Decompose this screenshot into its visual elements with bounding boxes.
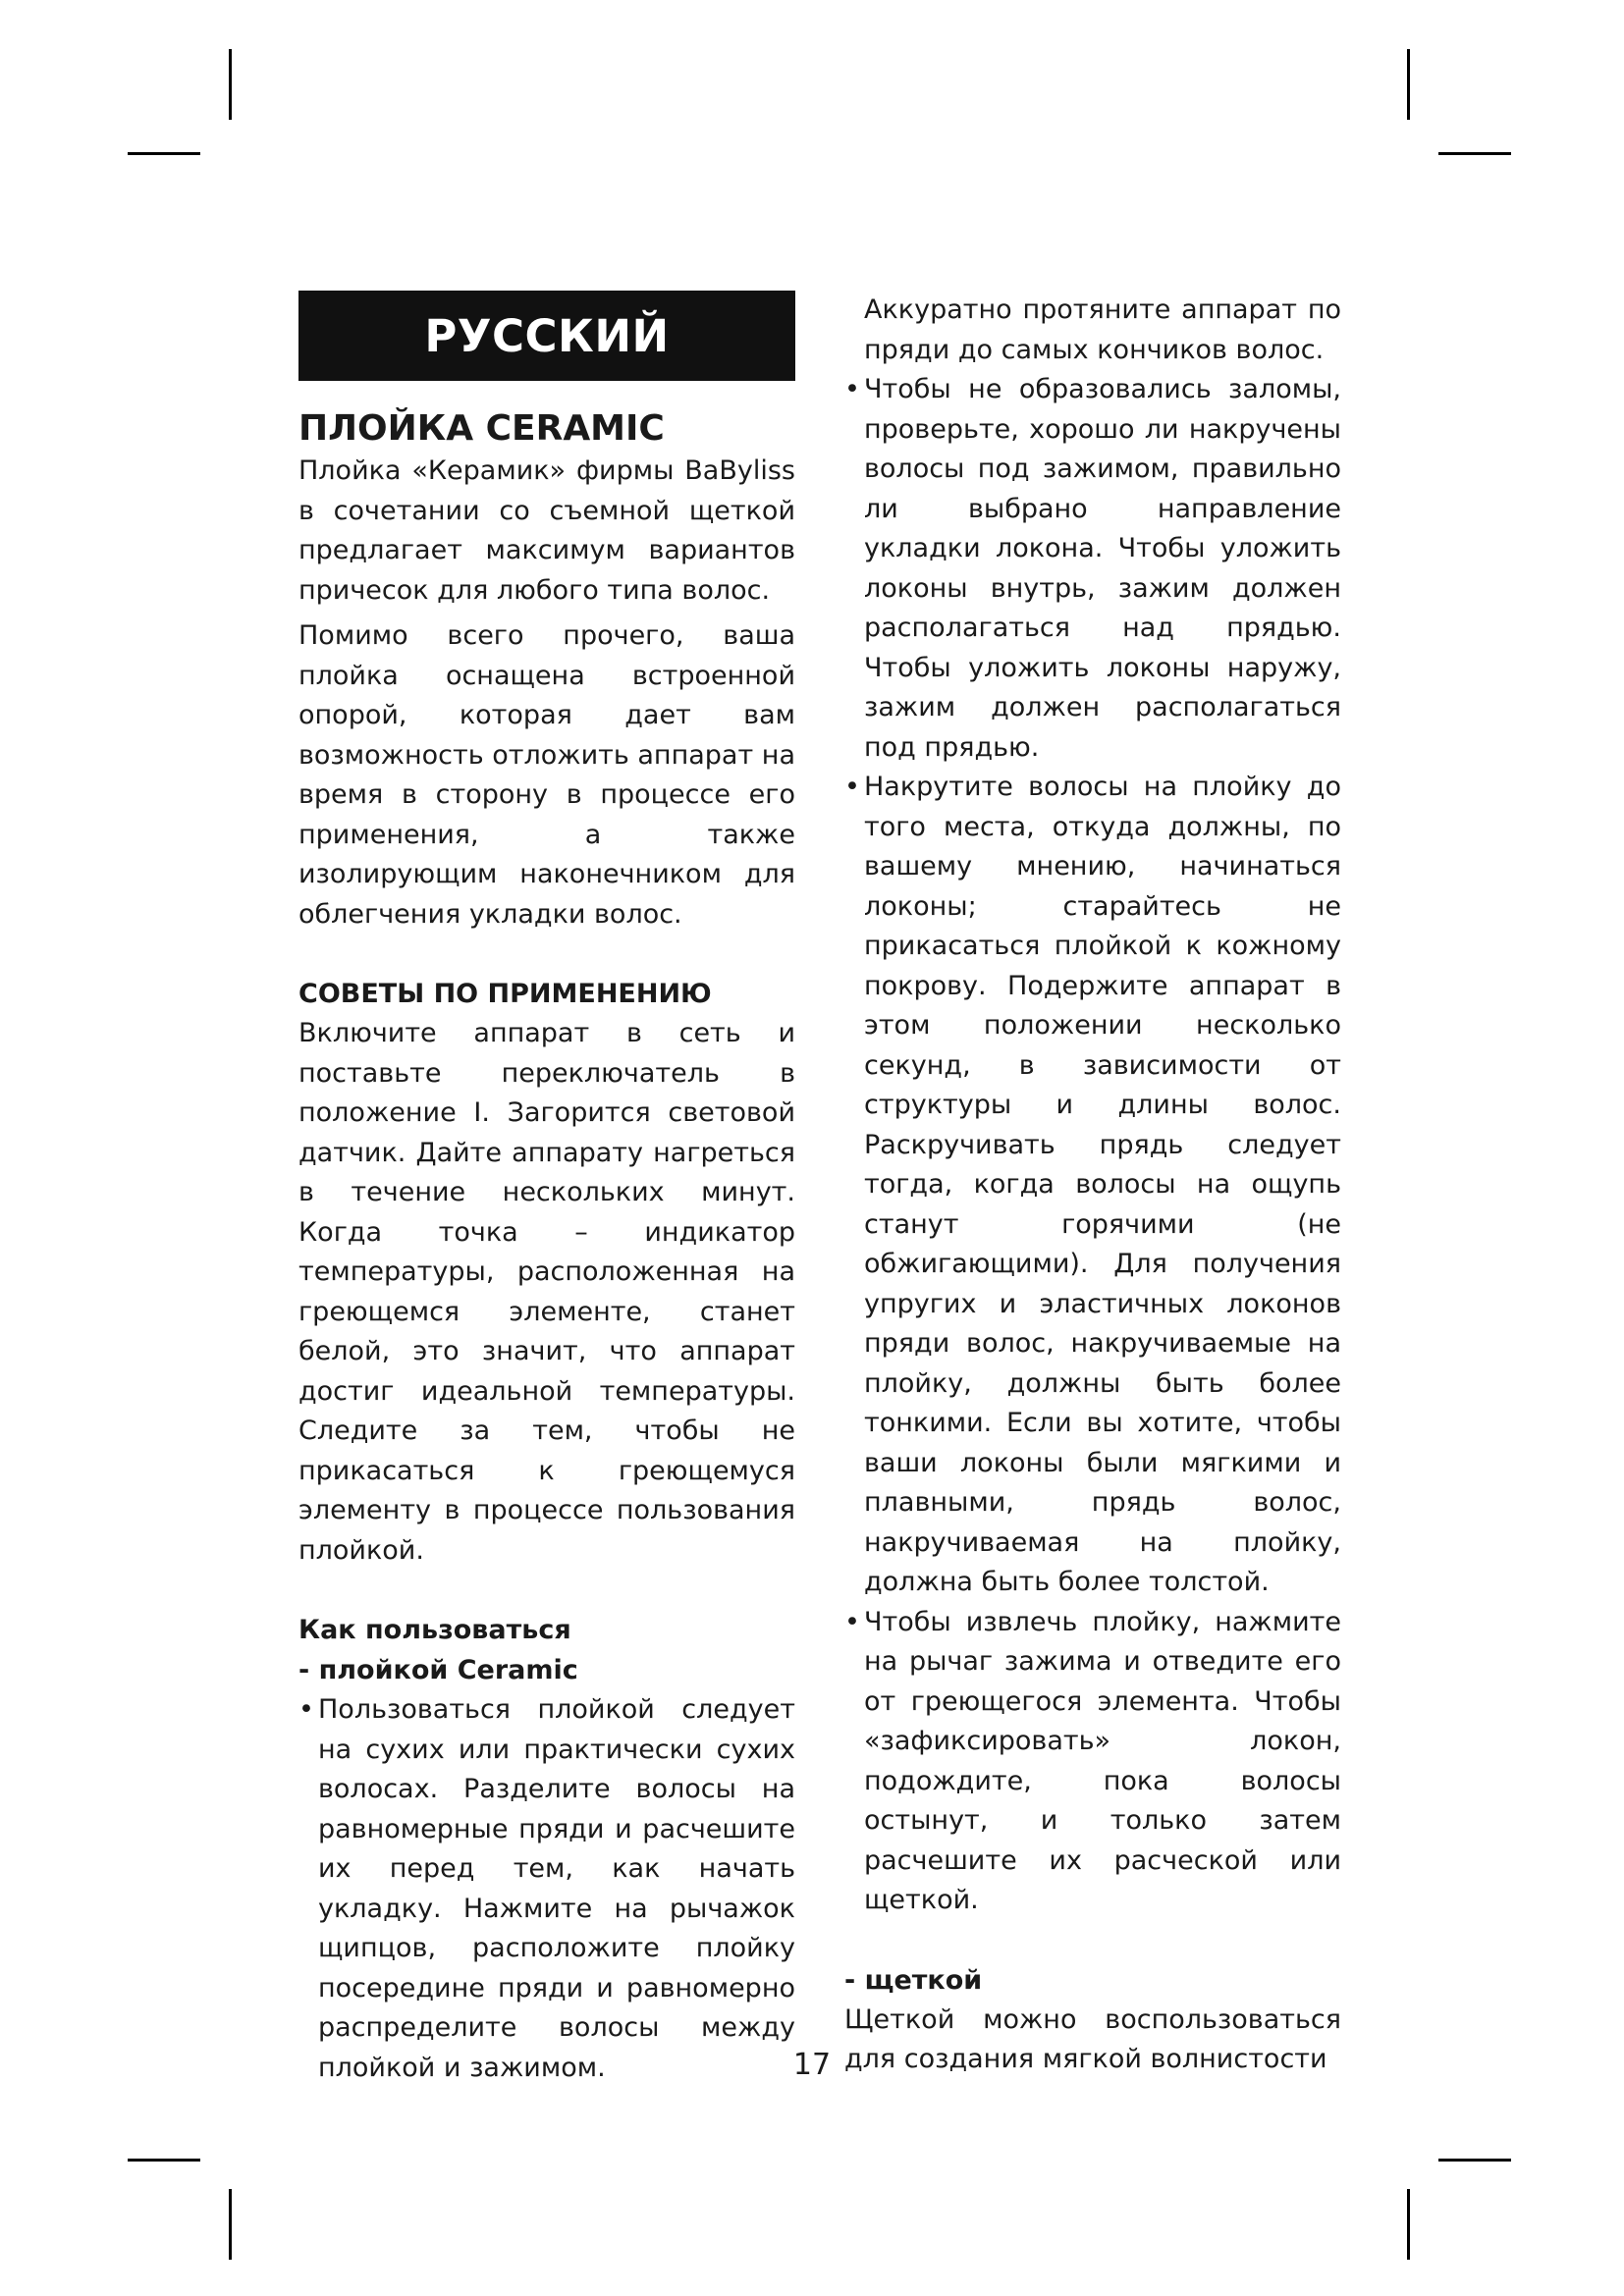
brush-subheading: - щеткой: [844, 1964, 983, 1996]
list-item: [298, 1690, 795, 2088]
intro-paragraph-2: Помимо всего прочего, ваша плойка оснащена встроенной опорой, которая дает вам возможность отложить аппарат на время в сторону в процессе его применения, а также изолирующим наконечником для облегчения укладки волос.: [298, 620, 795, 930]
list-item-text: Чтобы не образовались заломы, проверьте, хорошо ли накручены волосы под зажимом, правильно ли выбрано направление укладки локона. Чтобы уложить локоны внутрь, зажим должен располагаться над прядью. Чтобы уложить локоны наружу, зажим должен располагаться под прядью.: [864, 374, 1341, 763]
tips-heading: СОВЕТЫ ПО ПРИМЕНЕНИЮ: [298, 979, 712, 1009]
crop-mark-top-right-vertical: [1407, 49, 1410, 120]
bullet1-continuation: Аккуратно протяните аппарат по пряди до самых кончиков волос.: [864, 294, 1341, 365]
bullet-icon: •: [844, 1606, 860, 1637]
list-item: [844, 370, 1341, 768]
tips-paragraph: Включите аппарат в сеть и поставьте переключатель в положение I. Загорится световой датчик. Дайте аппарату нагреться в течение нескольких минут. Когда точка – индикатор температуры, расположенная на греющемся элементе, станет белой, это значит, что аппарат достиг идеальной температуры. Следите за тем, чтобы не прикасаться к греющемуся элементу в процессе пользования плойкой.: [298, 1018, 795, 1566]
bullet-icon: •: [298, 1694, 314, 1725]
crop-mark-top-right-horizontal: [1438, 152, 1511, 155]
crop-mark-bottom-left-horizontal: [128, 2159, 200, 2162]
language-banner: РУССКИЙ: [298, 291, 795, 381]
intro-paragraph-1: Плойка «Керамик» фирмы BaByliss в сочетании со съемной щеткой предлагает максимум вариантов причесок для любого типа волос.: [298, 455, 795, 606]
list-item-text: Накрутите волосы на плойку до того места, откуда должны, по вашему мнению, начинаться локоны; старайтесь не прикасаться плойкой к кожному покрову. Подержите аппарат в этом положении несколько секунд, в зависимости от структуры и длины волос. Раскручивать прядь следует тогда, когда волосы на ощупь станут горячими (не обжигающими). Для получения упругих и эластичных локонов пряди волос, накручиваемые на плойку, должны быть более тонкими. Если вы хотите, чтобы ваши локоны были мягкими и плавными, прядь волос, накручиваемая на плойку, должна быть более толстой.: [864, 772, 1341, 1597]
brush-paragraph: Щеткой можно воспользоваться для создания мягкой волнистости: [844, 2003, 1341, 2074]
left-column: [298, 291, 795, 2088]
crop-mark-bottom-right-vertical: [1407, 2189, 1410, 2260]
crop-mark-bottom-right-horizontal: [1438, 2159, 1511, 2162]
usage-list-right: [844, 370, 1341, 1921]
crop-mark-bottom-left-vertical: [229, 2189, 232, 2260]
list-item-text: Пользоваться плойкой следует на сухих или практически сухих волосах. Разделите волосы на равномерные пряди и расчешите их перед тем, как начать укладку. Нажмите на рычажок щипцов, расположите плойку посередине пряди и равномерно распределите волосы между плойкой и зажимом.: [318, 1694, 795, 2083]
usage-heading: Как пользоваться: [298, 1615, 571, 1645]
bullet-icon: •: [844, 374, 860, 404]
page-number: 17: [792, 2048, 832, 2082]
bullet-icon: •: [844, 772, 860, 802]
list-item: [844, 768, 1341, 1603]
crop-mark-top-left-vertical: [229, 49, 232, 120]
list-item-text: Чтобы извлечь плойку, нажмите на рычаг зажима и отведите его от греющегося элемента. Чтобы «зафиксировать» локон, подождите, пока волосы остынут, и только затем расчешите их расческой или щеткой.: [864, 1606, 1341, 1915]
usage-list-left: [298, 1690, 795, 2088]
ceramic-subheading: - плойкой Ceramic: [298, 1655, 578, 1685]
crop-mark-top-left-horizontal: [128, 152, 200, 155]
list-item: [844, 1603, 1341, 1921]
right-column: [844, 291, 1341, 2080]
page-title: ПЛОЙКА CERAMIC: [298, 408, 665, 449]
